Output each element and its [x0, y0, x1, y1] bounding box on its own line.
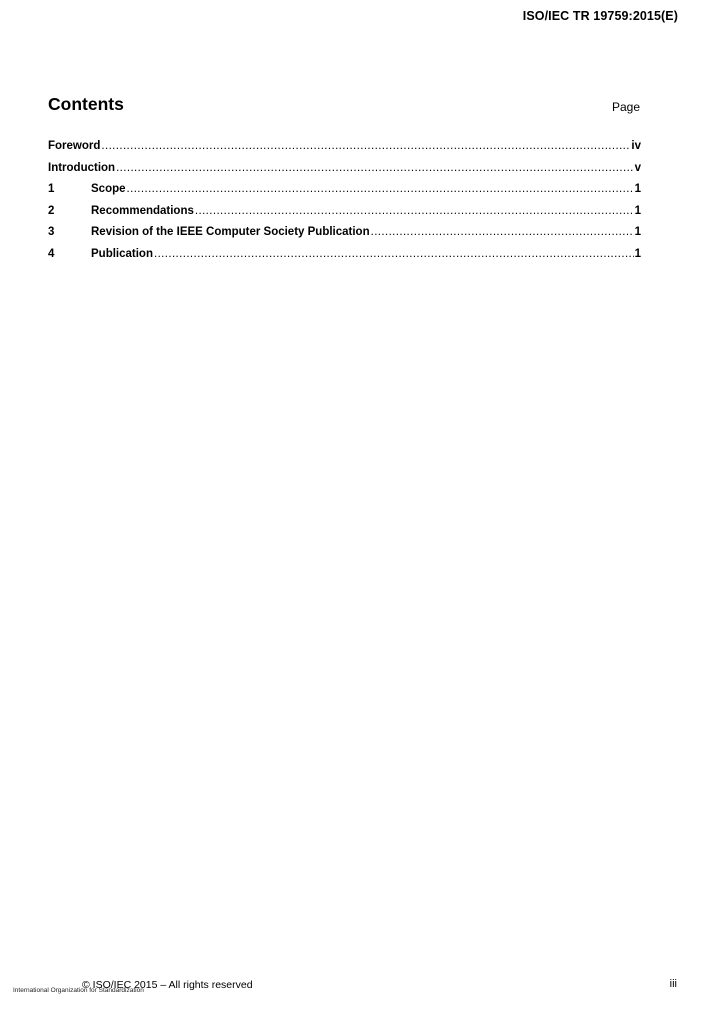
table-of-contents — [48, 140, 641, 269]
toc-dot-leader — [127, 183, 634, 195]
toc-entry-page: 1 — [634, 204, 641, 217]
contents-title: Contents — [48, 94, 124, 114]
page-column-label: Page — [611, 100, 640, 114]
toc-entry-label: Revision of the IEEE Computer Society Publication — [91, 226, 370, 238]
toc-entry-label: Introduction — [48, 161, 116, 174]
toc-entry-label: Scope — [91, 183, 126, 195]
toc-entry-label: Foreword — [48, 140, 101, 152]
toc-entry-label: Publication — [91, 247, 153, 260]
toc-entry-foreword[interactable] — [48, 140, 641, 162]
toc-entry-page: 1 — [634, 226, 641, 238]
toc-entry-number: 4 — [48, 247, 55, 260]
toc-entry-label: Recommendations — [91, 204, 194, 217]
toc-dot-leader — [154, 248, 634, 260]
organization-name: International Organization for Standardization — [13, 987, 144, 994]
toc-entry-publication[interactable] — [48, 248, 641, 270]
toc-dot-leader — [195, 205, 634, 217]
page-number: iii — [669, 978, 677, 990]
toc-entry-introduction[interactable] — [48, 162, 641, 184]
toc-entry-recommendations[interactable] — [48, 205, 641, 227]
toc-entry-page: 1 — [634, 183, 641, 195]
toc-entry-number: 3 — [48, 226, 55, 238]
toc-entry-number: 1 — [48, 183, 55, 195]
toc-entry-revision[interactable] — [48, 226, 641, 248]
toc-dot-leader — [101, 140, 630, 152]
toc-entry-number: 2 — [48, 204, 55, 217]
toc-dot-leader — [116, 162, 634, 174]
copyright-notice: © ISO/IEC 2015 – All rights reserved — [82, 979, 253, 991]
toc-entry-scope[interactable] — [48, 183, 641, 205]
toc-entry-page: 1 — [634, 247, 641, 260]
toc-entry-page: v — [634, 161, 641, 174]
toc-entry-page: iv — [631, 140, 641, 152]
toc-dot-leader — [371, 226, 634, 238]
document-id: ISO/IEC TR 19759:2015(E) — [522, 9, 678, 23]
